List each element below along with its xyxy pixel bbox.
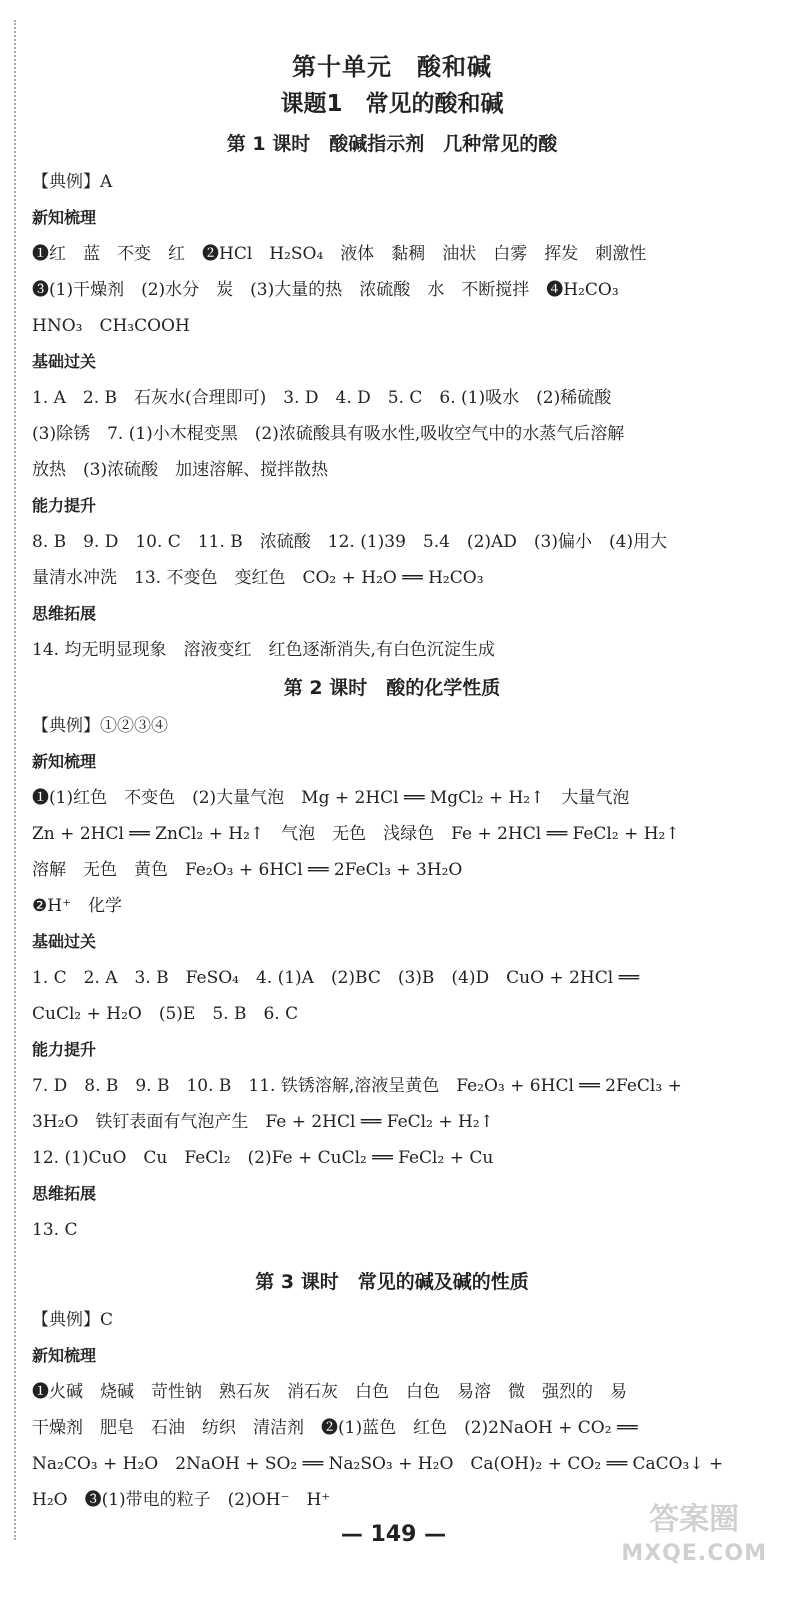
lesson-2-line: CuCl₂ + H₂O (5)E 5. B 6. C <box>32 1004 299 1024</box>
lesson-1-title: 第 1 课时 酸碱指示剂 几种常见的酸 <box>226 133 558 155</box>
lesson-2-line: Zn + 2HCl ══ ZnCl₂ + H₂↑ 气泡 无色 浅绿色 Fe + 2HCl ══ FeCl₂ + H₂↑ <box>32 824 680 844</box>
lesson-2-line: 溶解 无色 黄色 Fe₂O₃ + 6HCl ══ 2FeCl₃ + 3H₂O <box>32 860 463 880</box>
lesson-1-line: ❶红 蓝 不变 红 ❷HCl H₂SO₄ 液体 黏稠 油状 白雾 挥发 刺激性 <box>32 244 647 264</box>
lesson-2-line: ❷H⁺ 化学 <box>32 896 123 916</box>
lesson-1-section-new-knowledge: 新知梳理 <box>32 208 97 227</box>
lesson-2 <box>32 668 752 1248</box>
lesson-1-line: 1. A 2. B 石灰水(合理即可) 3. D 4. D 5. C 6. (1)吸水 (2)稀硫酸 <box>32 388 612 408</box>
unit-title: 第十单元 酸和碱 <box>292 53 492 81</box>
lesson-2-title: 第 2 课时 酸的化学性质 <box>283 677 501 699</box>
lesson-2-section-ability: 能力提升 <box>32 1040 97 1059</box>
lesson-2-section-basic: 基础过关 <box>32 932 97 951</box>
lesson-1-line: 放热 (3)浓硫酸 加速溶解、搅拌散热 <box>32 460 329 480</box>
lesson-1-line: HNO₃ CH₃COOH <box>32 316 190 336</box>
lesson-1-line: 8. B 9. D 10. C 11. B 浓硫酸 12. (1)39 5.4 (2)AD (3)偏小 (4)用大 <box>32 532 668 552</box>
lesson-2-line: 12. (1)CuO Cu FeCl₂ (2)Fe + CuCl₂ ══ FeCl₂ + Cu <box>32 1148 494 1168</box>
watermark-text: 答案圈 <box>649 1502 740 1537</box>
lesson-2-line: ❶(1)红色 不变色 (2)大量气泡 Mg + 2HCl ══ MgCl₂ + H₂↑ 大量气泡 <box>32 788 630 808</box>
binding-margin-line <box>14 20 16 1540</box>
lesson-3 <box>32 1262 752 1518</box>
lesson-3-title: 第 3 课时 常见的碱及碱的性质 <box>255 1271 529 1293</box>
lesson-3-section-new-knowledge: 新知梳理 <box>32 1346 97 1365</box>
lesson-1-line: 量清水冲洗 13. 不变色 变红色 CO₂ + H₂O ══ H₂CO₃ <box>32 568 484 588</box>
section-gap <box>32 1248 752 1262</box>
lesson-2-line: 13. C <box>32 1220 78 1240</box>
lesson-2-section-new-knowledge: 新知梳理 <box>32 752 97 771</box>
lesson-3-line: ❶火碱 烧碱 苛性钠 熟石灰 消石灰 白色 白色 易溶 微 强烈的 易 <box>32 1382 627 1402</box>
lesson-1-line: 14. 均无明显现象 溶液变红 红色逐渐消失,有白色沉淀生成 <box>32 640 495 660</box>
lesson-2-line: 3H₂O 铁钉表面有气泡产生 Fe + 2HCl ══ FeCl₂ + H₂↑ <box>32 1112 494 1132</box>
lesson-1-section-basic: 基础过关 <box>32 352 97 371</box>
topic-title: 课题1 常见的酸和碱 <box>280 91 504 117</box>
lesson-2-line: 1. C 2. A 3. B FeSO₄ 4. (1)A (2)BC (3)B (4)D CuO + 2HCl ══ <box>32 968 640 988</box>
watermark-url: MXQE.COM <box>621 1541 767 1566</box>
lesson-1-section-thinking: 思维拓展 <box>32 604 97 623</box>
answer-page <box>32 0 752 1518</box>
lesson-1-example: 【典例】A <box>32 172 113 192</box>
lesson-2-example: 【典例】①②③④ <box>32 716 168 736</box>
lesson-3-line: Na₂CO₃ + H₂O 2NaOH + SO₂ ══ Na₂SO₃ + H₂O Ca(OH)₂ + CO₂ ══ CaCO₃↓ + <box>32 1454 724 1474</box>
lesson-1-section-ability: 能力提升 <box>32 496 97 515</box>
site-watermark <box>621 1500 767 1568</box>
lesson-3-line: 干燥剂 肥皂 石油 纺织 清洁剂 ❷(1)蓝色 红色 (2)2NaOH + CO₂ ══ <box>32 1418 638 1438</box>
lesson-1-line: (3)除锈 7. (1)小木棍变黑 (2)浓硫酸具有吸水性,吸收空气中的水蒸气后溶解 <box>32 424 625 444</box>
lesson-1 <box>32 124 752 668</box>
page-number: — 149 — <box>340 1522 447 1547</box>
lesson-3-example: 【典例】C <box>32 1310 114 1330</box>
lesson-2-section-thinking: 思维拓展 <box>32 1184 97 1203</box>
lesson-2-line: 7. D 8. B 9. B 10. B 11. 铁锈溶解,溶液呈黄色 Fe₂O₃ + 6HCl ══ 2FeCl₃ + <box>32 1076 682 1096</box>
lesson-1-line: ❸(1)干燥剂 (2)水分 炭 (3)大量的热 浓硫酸 水 不断搅拌 ❹H₂CO₃ <box>32 280 619 300</box>
lesson-3-line: H₂O ❸(1)带电的粒子 (2)OH⁻ H⁺ <box>32 1490 331 1510</box>
